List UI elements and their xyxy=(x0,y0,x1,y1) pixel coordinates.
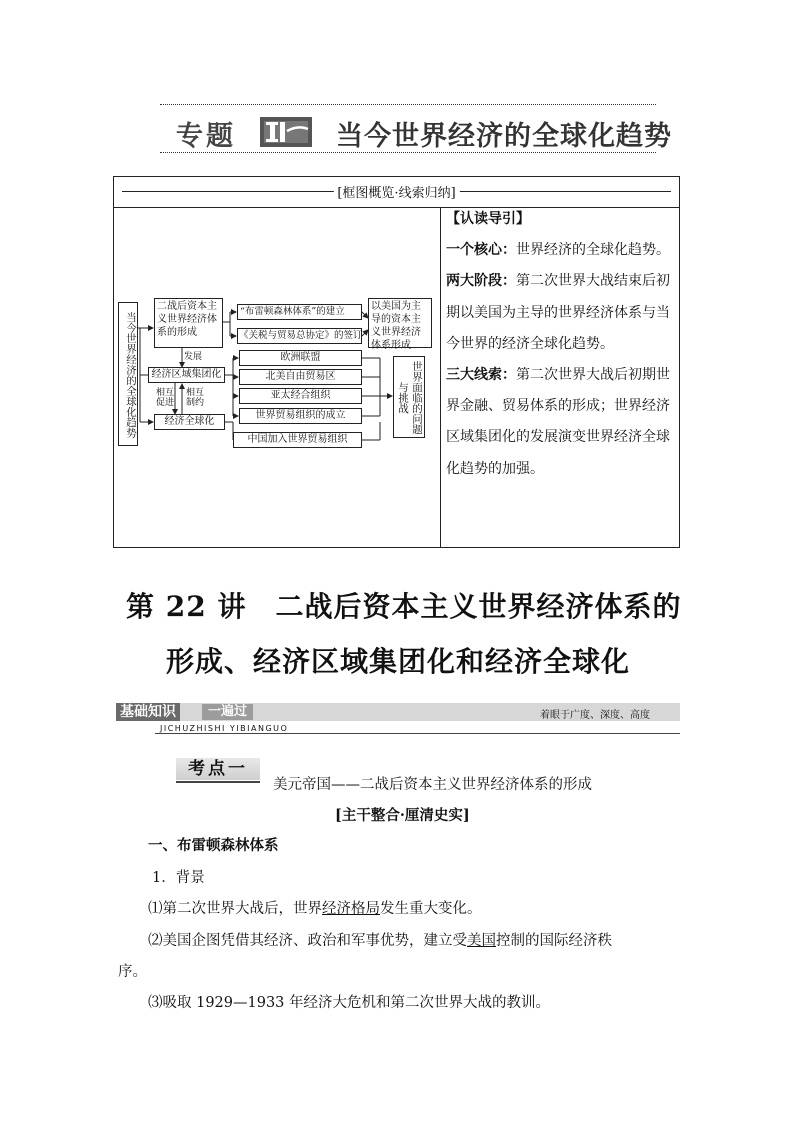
diagram-bretton-woods: “布雷顿森林体系”的建立 xyxy=(237,304,362,320)
guide-stages xyxy=(446,266,678,360)
content-paragraph-1 xyxy=(148,897,482,918)
content-paragraph-3: ⑶吸取 1929—1933 年经济大危机和第二次世界大战的教训。 xyxy=(148,995,551,1011)
diagram-nafta: 北美自由贸易区 xyxy=(239,369,362,385)
content-subheading: 1．背景 xyxy=(152,870,205,886)
guide-clues-label: 三大线索： xyxy=(446,367,516,384)
p2-text-b: 控制的国际经济秩 xyxy=(496,933,612,949)
guide-core-text: 世界经济的全球化趋势。 xyxy=(516,242,670,259)
diagram-develop-label: 发展 xyxy=(184,352,203,362)
section-pinyin: JICHUZHISHI YIBIANGUO xyxy=(160,724,289,733)
content-paragraph-2-cont: 序。 xyxy=(118,964,147,980)
diagram-regional: 经济区域集团化 xyxy=(148,367,225,383)
content-heading: 一、布雷顿森林体系 xyxy=(148,837,279,854)
lesson-title-line1: 第 22 讲 二战后资本主义世界经济体系的 xyxy=(126,590,682,623)
reading-guide xyxy=(446,204,678,485)
section-tagline: 着眼于广度、深度、高度 xyxy=(540,710,650,721)
section-sub-label: 一遍过 xyxy=(202,704,253,720)
guide-core-label: 一个核心： xyxy=(446,242,516,259)
diagram-china-wto: 中国加入世界贸易组织 xyxy=(233,432,362,448)
kaodian-label: 考点一 xyxy=(176,758,260,780)
p2-underlined: 美国 xyxy=(467,933,496,949)
p1-underlined: 经济格局 xyxy=(322,901,380,917)
content-paragraph-2 xyxy=(148,929,612,950)
guide-title: 【认读导引】 xyxy=(446,211,530,227)
guide-clues xyxy=(446,360,678,485)
diagram-challenges: 世界面临的问题与挑战 xyxy=(393,356,425,438)
kaodian-underline xyxy=(176,781,260,783)
p2-text-a: ⑵美国企图凭借其经济、政治和军事优势，建立受 xyxy=(148,933,467,949)
kaodian-subtitle: [主干整合·厘清史实] xyxy=(335,807,470,824)
banner-label: 专题 xyxy=(176,121,236,152)
diagram-postwar-system: 二战后资本主义世界经济体系的形成 xyxy=(154,298,223,348)
diagram-us-led-system: 以美国为主导的资本主义世界经济体系形成 xyxy=(368,298,432,348)
diagram-apec: 亚太经合组织 xyxy=(239,388,362,404)
p1-text-b: 发生重大变化。 xyxy=(380,901,482,917)
diagram-eu: 欧洲联盟 xyxy=(239,350,362,366)
framework-header: [框图概览·线索归纳] xyxy=(333,182,459,201)
kaodian-title: 美元帝国——二战后资本主义世界经济体系的形成 xyxy=(273,777,592,793)
p1-text-a: ⑴第二次世界大战后，世界 xyxy=(148,901,322,917)
diagram-globalization: 经济全球化 xyxy=(154,414,225,430)
section-underline xyxy=(155,733,680,734)
banner-title: 当今世界经济的全球化趋势 xyxy=(336,121,672,152)
diagram-promote-label: 相互促进 xyxy=(156,388,175,408)
guide-core xyxy=(446,235,678,266)
diagram-restrict-label: 相互制约 xyxy=(186,388,205,408)
guide-stages-label: 两大阶段： xyxy=(446,273,516,290)
diagram-wto: 世界贸易组织的成立 xyxy=(239,408,362,424)
lesson-title-line2: 形成、经济区域集团化和经济全球化 xyxy=(166,645,631,678)
guide-clues-text: 第二次世界大战后初期世界金融、贸易体系的形成；世界经济区域集团化的发展演变世界经济全球化趋势的加强。 xyxy=(446,367,670,477)
guide-stages-text: 第二次世界大战结束后初期以美国为主导的世界经济体系与当今世界的经济全球化趋势。 xyxy=(446,273,670,352)
section-label: 基础知识 xyxy=(116,703,180,721)
diagram-gatt: 《关税与贸易总协定》的签订 xyxy=(237,328,362,344)
diagram-root: 当今世界经济的全球化趋势 xyxy=(118,302,138,446)
